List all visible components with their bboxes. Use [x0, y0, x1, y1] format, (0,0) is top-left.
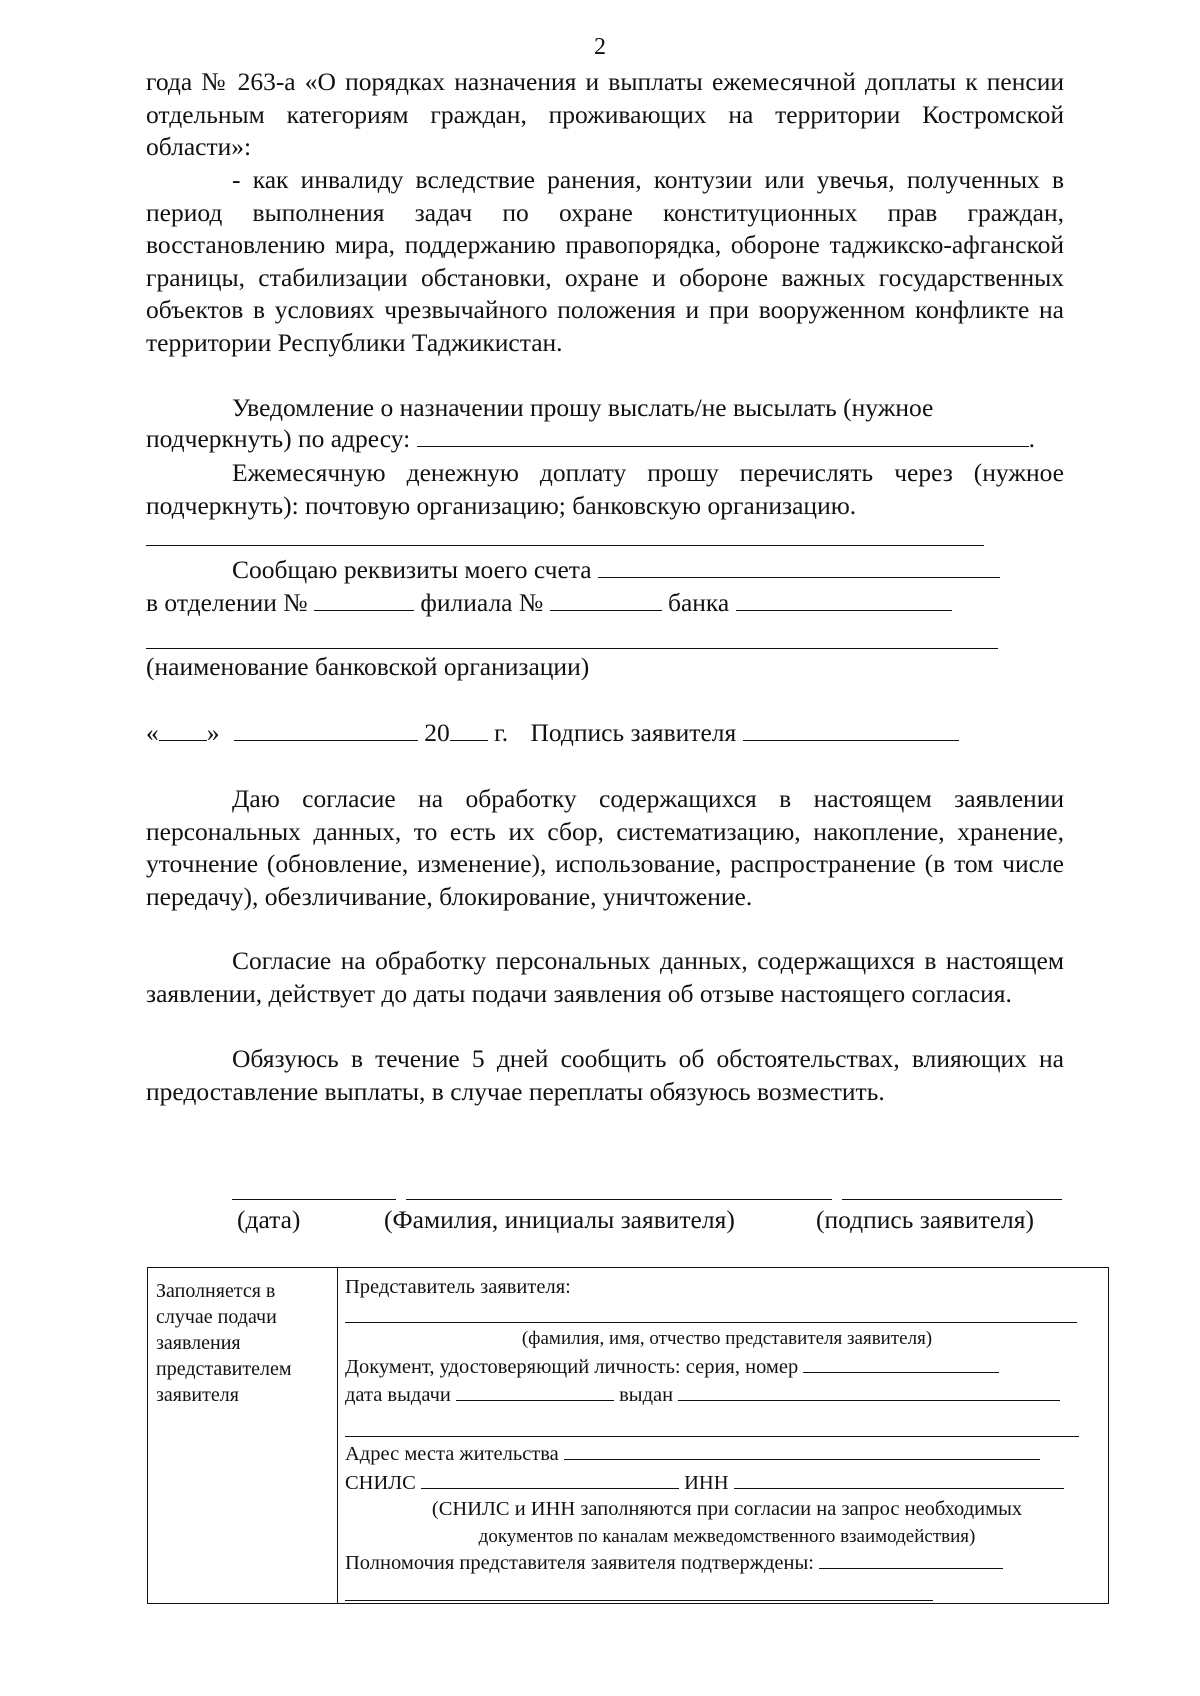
branch-row — [146, 588, 952, 618]
representative-name-caption: (фамилия, имя, отчество представителя заявителя) — [521, 1328, 933, 1349]
representative-name-line[interactable] — [345, 1322, 1077, 1323]
filial-label: филиала № — [420, 588, 544, 617]
document-row — [345, 1354, 999, 1379]
snils-inn-note-line-2: документов по каналам межведомственного взаимодействия) — [478, 1526, 976, 1547]
document-number-field[interactable] — [803, 1354, 999, 1373]
account-row — [232, 555, 1000, 585]
year-suffix: г. — [494, 718, 509, 747]
address-row — [345, 1441, 1040, 1466]
address-label: подчеркнуть) по адресу: — [146, 424, 411, 453]
table-divider — [337, 1268, 338, 1603]
consent-paragraph-2: Согласие на обработку персональных данных, содержащихся в настоящем заявлении, действует до даты подачи заявления об отзыве настоящего согласия. — [146, 946, 1064, 1008]
payment-method-paragraph: Ежемесячную денежную доплату прошу перечислять через (нужное подчеркнуть): почтовую организацию; банковскую организацию. — [146, 458, 1064, 520]
inn-field[interactable] — [734, 1470, 1064, 1489]
date-line[interactable] — [232, 1199, 396, 1200]
representative-table — [147, 1267, 1109, 1604]
payment-choice-line[interactable] — [146, 545, 984, 546]
authority-row — [345, 1550, 1003, 1575]
snils-inn-row — [345, 1470, 1064, 1495]
snils-label: СНИЛС — [345, 1472, 416, 1494]
notification-line-1: Уведомление о назначении прошу выслать/не высылать (нужное — [232, 393, 934, 422]
representative-title: Представитель заявителя: — [345, 1276, 571, 1298]
intro-paragraph: года № 263-а «О порядках назначения и выплаты ежемесячной доплаты к пенсии отдельным категориям граждан, проживающих на территории Костромской области»: — [146, 67, 1064, 161]
bank-name-line[interactable] — [146, 648, 998, 649]
day-open-quote: « — [146, 718, 159, 747]
signature-caption: (подпись заявителя) — [816, 1205, 1034, 1234]
issue-date-label: дата выдачи — [345, 1384, 451, 1406]
residence-address-label: Адрес места жительства — [345, 1443, 559, 1465]
date-signature-row — [146, 718, 959, 748]
bank-label: банка — [667, 588, 730, 617]
intro-item: - как инвалиду вследствие ранения, контузии или увечья, полученных в период выполнения задач по охране конституционных прав граждан, восстановлению мира, поддержанию правопорядка, обороне таджикско-афганской границы, стабилизации обстановки, охране и обороне важных государственных объектов в условиях чрезвычайного положения и при вооруженном конфликте на территории Республики Таджикистан. — [146, 165, 1064, 357]
issue-date-field[interactable] — [456, 1382, 614, 1401]
consent-paragraph-3: Обязуюсь в течение 5 дней сообщить об обстоятельствах, влияющих на предоставление выплаты, в случае переплаты обязуюсь возместить. — [146, 1044, 1064, 1106]
issued-by-field[interactable] — [678, 1382, 1060, 1401]
date-caption: (дата) — [237, 1205, 301, 1234]
account-label: Сообщаю реквизиты моего счета — [232, 555, 592, 584]
snils-field[interactable] — [421, 1470, 679, 1489]
bank-name-caption: (наименование банковской организации) — [146, 652, 590, 681]
day-field[interactable] — [159, 718, 207, 741]
signature-field[interactable] — [743, 718, 959, 741]
name-caption: (Фамилия, инициалы заявителя) — [384, 1205, 735, 1234]
authority-label: Полномочия представителя заявителя подтверждены: — [345, 1552, 814, 1574]
notification-line-2 — [146, 424, 1035, 454]
issued-by-label: выдан — [619, 1384, 674, 1406]
table-left-cell: Заполняется в случае подачи заявления представителем заявителя — [156, 1280, 292, 1406]
year-field[interactable] — [450, 718, 488, 741]
address-field[interactable] — [417, 424, 1029, 447]
address-period: . — [1028, 424, 1035, 453]
issued-by-continuation-line[interactable] — [345, 1436, 1079, 1437]
bank-name-field[interactable] — [736, 588, 952, 611]
signature-label: Подпись заявителя — [530, 718, 737, 747]
branch-number-field[interactable] — [314, 588, 414, 611]
authority-continuation-line[interactable] — [345, 1600, 933, 1601]
document-label: Документ, удостоверяющий личность: серия, номер — [345, 1356, 799, 1378]
account-number-field[interactable] — [598, 555, 1000, 578]
name-line[interactable] — [406, 1199, 832, 1200]
issue-row — [345, 1382, 1060, 1407]
month-field[interactable] — [234, 718, 418, 741]
branch-label: в отделении № — [146, 588, 308, 617]
filial-number-field[interactable] — [550, 588, 662, 611]
authority-field[interactable] — [819, 1550, 1003, 1569]
year-prefix: 20 — [424, 718, 450, 747]
page-number: 2 — [594, 34, 606, 60]
residence-address-field[interactable] — [564, 1441, 1040, 1460]
inn-label: ИНН — [684, 1472, 729, 1494]
day-close-quote: » — [206, 718, 220, 747]
consent-paragraph-1: Даю согласие на обработку содержащихся в настоящем заявлении персональных данных, то есть их сбор, систематизацию, накопление, хранение, уточнение (обновление, изменение), использование, распространение (в том числе передачу), обезличивание, блокирование, уничтожение. — [146, 784, 1064, 911]
signature-line[interactable] — [842, 1199, 1062, 1200]
snils-inn-note-line-1: (СНИЛС и ИНН заполняются при согласии на запрос необходимых — [431, 1498, 1023, 1520]
